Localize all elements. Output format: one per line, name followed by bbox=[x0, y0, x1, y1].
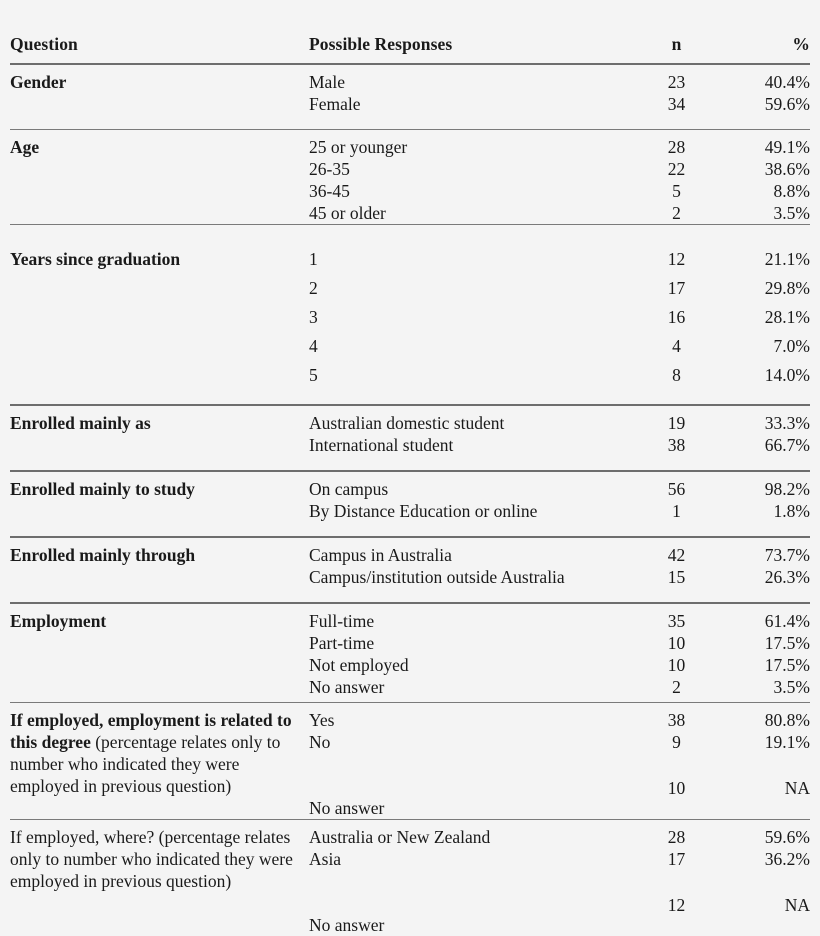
response-label: On campus bbox=[309, 479, 389, 499]
response-label: Full-time bbox=[309, 611, 375, 631]
response-label: No bbox=[309, 732, 331, 752]
response-count: 19 bbox=[667, 413, 686, 433]
table-row bbox=[10, 65, 810, 93]
section-spacer bbox=[10, 588, 810, 603]
response-percent bbox=[714, 753, 810, 820]
response-percent: 98.2% bbox=[764, 479, 810, 499]
response-percent: 1.8% bbox=[773, 501, 810, 521]
response-label: Yes bbox=[309, 710, 335, 730]
response-percent: 7.0% bbox=[773, 336, 810, 356]
response-label: Not employed bbox=[309, 655, 409, 675]
question-label: Age bbox=[10, 137, 40, 157]
question-label: Employment bbox=[10, 611, 107, 631]
response-label: Campus in Australia bbox=[309, 545, 452, 565]
response-percent bbox=[714, 870, 810, 936]
table-row bbox=[10, 820, 810, 848]
response-label: No answer bbox=[309, 798, 385, 818]
response-count: 16 bbox=[667, 307, 686, 327]
response-percent: 36.2% bbox=[764, 849, 810, 869]
response-label: Male bbox=[309, 72, 345, 92]
response-label: International student bbox=[309, 435, 454, 455]
response-count bbox=[639, 753, 714, 820]
column-header-n: n bbox=[671, 34, 682, 54]
response-label: No answer bbox=[309, 677, 385, 697]
response-count-value: 10 bbox=[667, 778, 686, 798]
response-count: 17 bbox=[667, 278, 686, 298]
response-percent: 80.8% bbox=[764, 710, 810, 730]
response-percent: 59.6% bbox=[764, 94, 810, 114]
response-percent-value: NA bbox=[784, 778, 810, 798]
table-row bbox=[10, 130, 810, 158]
response-percent: 29.8% bbox=[764, 278, 810, 298]
question-label-note: (percentage relates only to number who indicated they were employed in previous question) bbox=[10, 732, 281, 796]
table-row bbox=[10, 239, 810, 274]
response-count: 1 bbox=[672, 501, 681, 521]
question-label: Enrolled mainly through bbox=[10, 545, 196, 565]
response-count: 10 bbox=[667, 633, 686, 653]
response-count: 5 bbox=[672, 181, 681, 201]
column-header-percent: % bbox=[792, 34, 810, 54]
response-percent: 19.1% bbox=[764, 732, 810, 752]
response-count: 42 bbox=[667, 545, 686, 565]
question-label: If employed, where? (percentage relates only to number who indicated they were employed in previous question) bbox=[10, 827, 293, 891]
table-row bbox=[10, 472, 810, 500]
response-label: By Distance Education or online bbox=[309, 501, 538, 521]
response-percent: 66.7% bbox=[764, 435, 810, 455]
table-header bbox=[10, 0, 810, 64]
section-spacer bbox=[10, 225, 810, 239]
response-label: Campus/institution outside Australia bbox=[309, 567, 565, 587]
response-count-value: 12 bbox=[667, 895, 686, 915]
question-label: Enrolled mainly as bbox=[10, 413, 151, 433]
response-percent: 8.8% bbox=[773, 181, 810, 201]
response-count: 34 bbox=[667, 94, 686, 114]
response-label: 45 or older bbox=[309, 203, 386, 223]
question-label: Enrolled mainly to study bbox=[10, 479, 195, 499]
response-label: Australia or New Zealand bbox=[309, 827, 491, 847]
response-label: 36-45 bbox=[309, 181, 350, 201]
table-row bbox=[10, 406, 810, 434]
response-percent: 33.3% bbox=[764, 413, 810, 433]
response-percent: 17.5% bbox=[764, 633, 810, 653]
response-count bbox=[639, 870, 714, 936]
header-row bbox=[10, 0, 810, 64]
response-count: 4 bbox=[672, 336, 681, 356]
response-count: 38 bbox=[667, 710, 686, 730]
response-label: 2 bbox=[309, 278, 318, 298]
response-label: Australian domestic student bbox=[309, 413, 505, 433]
response-count: 35 bbox=[667, 611, 686, 631]
response-count: 56 bbox=[667, 479, 686, 499]
response-count: 38 bbox=[667, 435, 686, 455]
response-count: 10 bbox=[667, 655, 686, 675]
response-label: Female bbox=[309, 94, 361, 114]
response-percent-value: NA bbox=[784, 895, 810, 915]
response-label: 26-35 bbox=[309, 159, 350, 179]
response-percent: 3.5% bbox=[773, 677, 810, 697]
response-count: 2 bbox=[672, 203, 681, 223]
column-header-question: Question bbox=[10, 34, 78, 54]
section-spacer bbox=[10, 115, 810, 130]
response-count: 28 bbox=[667, 827, 686, 847]
response-percent: 21.1% bbox=[764, 249, 810, 269]
table-row bbox=[10, 703, 810, 731]
response-label: 3 bbox=[309, 307, 318, 327]
response-count: 12 bbox=[667, 249, 686, 269]
response-percent: 14.0% bbox=[764, 365, 810, 385]
response-label: No answer bbox=[309, 915, 385, 935]
response-percent: 26.3% bbox=[764, 567, 810, 587]
response-count: 2 bbox=[672, 677, 681, 697]
response-percent: 61.4% bbox=[764, 611, 810, 631]
section-spacer bbox=[10, 522, 810, 537]
response-percent: 38.6% bbox=[764, 159, 810, 179]
response-count: 28 bbox=[667, 137, 686, 157]
section-spacer bbox=[10, 456, 810, 471]
table-row bbox=[10, 604, 810, 632]
question-label: Years since graduation bbox=[10, 249, 181, 269]
response-label: Part-time bbox=[309, 633, 375, 653]
response-count: 8 bbox=[672, 365, 681, 385]
table-row bbox=[10, 538, 810, 566]
response-label: 25 or younger bbox=[309, 137, 408, 157]
response-count: 9 bbox=[672, 732, 681, 752]
question-label: Gender bbox=[10, 72, 67, 92]
question-label-bold: If employed, employment is related to this degree bbox=[10, 710, 292, 752]
response-percent: 40.4% bbox=[764, 72, 810, 92]
section-spacer bbox=[10, 390, 810, 405]
response-label: 4 bbox=[309, 336, 318, 356]
question-label bbox=[10, 703, 309, 820]
response-percent: 3.5% bbox=[773, 203, 810, 223]
response-label: 5 bbox=[309, 365, 318, 385]
response-count: 23 bbox=[667, 72, 686, 92]
table-body bbox=[10, 64, 810, 936]
response-percent: 73.7% bbox=[764, 545, 810, 565]
column-header-responses: Possible Responses bbox=[309, 34, 453, 54]
response-percent: 49.1% bbox=[764, 137, 810, 157]
response-percent: 17.5% bbox=[764, 655, 810, 675]
response-count: 22 bbox=[667, 159, 686, 179]
survey-demographics-table bbox=[10, 0, 810, 936]
response-percent: 59.6% bbox=[764, 827, 810, 847]
response-count: 17 bbox=[667, 849, 686, 869]
response-count: 15 bbox=[667, 567, 686, 587]
response-percent: 28.1% bbox=[764, 307, 810, 327]
response-label: Asia bbox=[309, 849, 342, 869]
response-label: 1 bbox=[309, 249, 318, 269]
